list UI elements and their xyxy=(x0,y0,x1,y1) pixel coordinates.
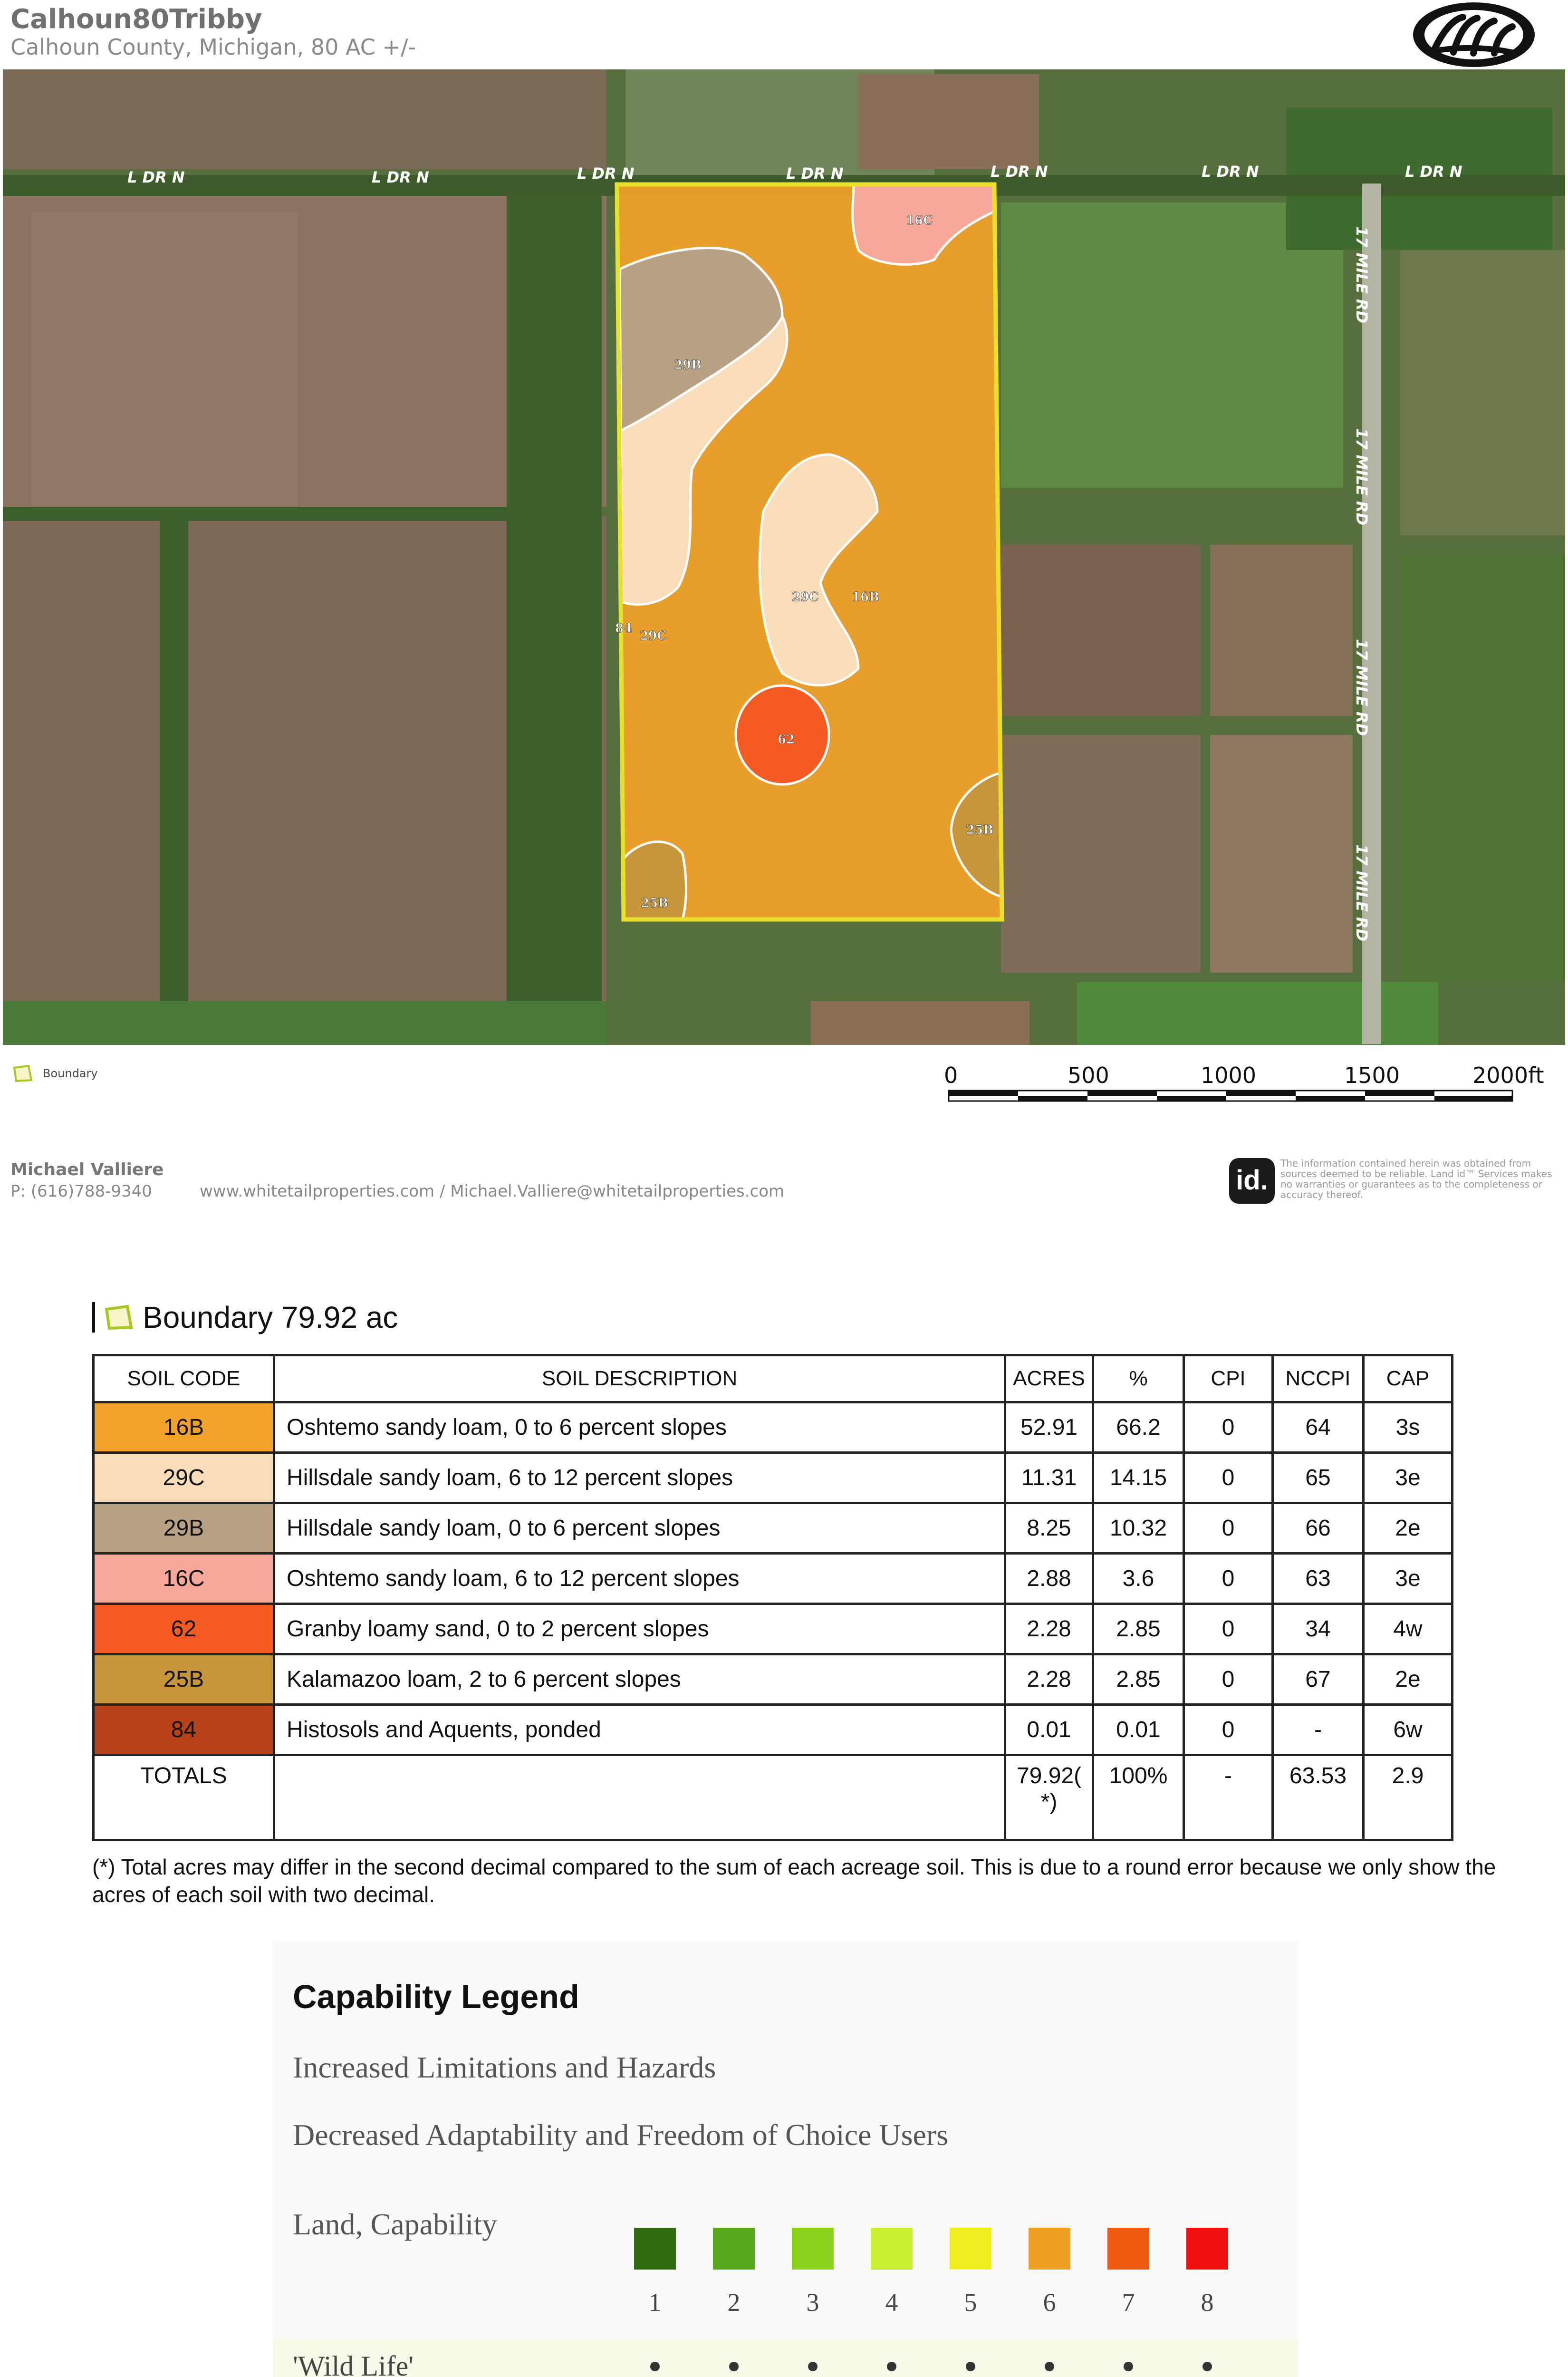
scale-label: 1000 xyxy=(1201,1063,1257,1088)
percent-cell: 14.15 xyxy=(1093,1453,1184,1503)
cpi-cell: 0 xyxy=(1184,1654,1273,1705)
capability-dot xyxy=(650,2362,660,2371)
capability-class-number: 5 xyxy=(964,2288,977,2317)
road-label: L DR N xyxy=(1405,163,1462,181)
soil-code-cell: 25B xyxy=(94,1654,274,1705)
percent-cell: 2.85 xyxy=(1093,1604,1184,1654)
nccpi-cell: - xyxy=(1272,1705,1363,1755)
cap-cell: 3e xyxy=(1363,1453,1452,1503)
acres-cell: 52.91 xyxy=(1005,1402,1093,1453)
percent-cell: 2.85 xyxy=(1093,1654,1184,1705)
table-row xyxy=(94,1554,1453,1604)
road-label: 17 MILE RD xyxy=(1353,639,1371,736)
percent-cell: 10.32 xyxy=(1093,1503,1184,1554)
capability-class-number: 6 xyxy=(1043,2288,1056,2317)
capability-dot xyxy=(729,2362,739,2371)
soil-label: 84 xyxy=(615,621,633,636)
cpi-cell: 0 xyxy=(1184,1402,1273,1453)
road-label: L DR N xyxy=(577,164,635,183)
acres-cell: 0.01 xyxy=(1005,1705,1093,1755)
soil-description-cell: Kalamazoo loam, 2 to 6 percent slopes xyxy=(274,1654,1005,1705)
nccpi-cell: 67 xyxy=(1272,1654,1363,1705)
totals-percent-cell: 100% xyxy=(1093,1755,1184,1840)
cap-cell: 3s xyxy=(1363,1402,1452,1453)
road-label: L DR N xyxy=(991,163,1048,181)
soil-description-cell: Hillsdale sandy loam, 0 to 6 percent slopes xyxy=(274,1503,1005,1554)
capability-class-swatch xyxy=(1107,2228,1149,2270)
soil-description-cell: Hillsdale sandy loam, 6 to 12 percent slopes xyxy=(274,1453,1005,1503)
soil-description-cell: Histosols and Aquents, ponded xyxy=(274,1705,1005,1755)
scale-label: 1500 xyxy=(1344,1063,1400,1088)
cap-cell: 2e xyxy=(1363,1654,1452,1705)
road-label: L DR N xyxy=(372,168,429,186)
capability-line-adaptability: Decreased Adaptability and Freedom of Choice Users xyxy=(293,2118,949,2152)
capability-legend xyxy=(273,1941,1299,2377)
capability-class-swatch xyxy=(713,2228,755,2270)
capability-class-number: 7 xyxy=(1122,2288,1135,2317)
soil-description-cell: Oshtemo sandy loam, 0 to 6 percent slopes xyxy=(274,1402,1005,1453)
col-header: CAP xyxy=(1363,1355,1452,1402)
capability-dot xyxy=(808,2362,818,2371)
acres-cell: 2.28 xyxy=(1005,1654,1093,1705)
capability-class-number: 1 xyxy=(648,2288,662,2317)
acres-cell: 8.25 xyxy=(1005,1503,1093,1554)
percent-cell: 0.01 xyxy=(1093,1705,1184,1755)
legend-boundary-label: Boundary xyxy=(43,1067,98,1080)
acres-cell: 2.88 xyxy=(1005,1554,1093,1604)
road-label: L DR N xyxy=(1202,163,1259,181)
nccpi-cell: 34 xyxy=(1272,1604,1363,1654)
capability-class-swatch xyxy=(1186,2228,1228,2270)
soil-code-cell: 62 xyxy=(94,1604,274,1654)
col-header: SOIL CODE xyxy=(94,1355,274,1402)
nccpi-cell: 66 xyxy=(1272,1503,1363,1554)
disclaimer-text: The information contained herein was obtained from sources deemed to be reliable. Land id™ Services makes no warranties or guarantees as to the completeness or accuracy thereof. xyxy=(1280,1158,1552,1200)
soil-code-cell: 29C xyxy=(94,1453,274,1503)
col-header: ACRES xyxy=(1005,1355,1093,1402)
capability-dot xyxy=(1045,2362,1054,2371)
scale-label: 2000ft xyxy=(1472,1063,1544,1088)
soil-label: 62 xyxy=(778,733,795,747)
whitetail-logo xyxy=(1411,0,1537,69)
cap-cell: 4w xyxy=(1363,1604,1452,1654)
cpi-cell: 0 xyxy=(1184,1604,1273,1654)
acres-cell: 11.31 xyxy=(1005,1453,1093,1503)
totals-nccpi-cell: 63.53 xyxy=(1272,1755,1363,1840)
soil-label: 25B xyxy=(641,896,669,910)
capability-dot xyxy=(1124,2362,1133,2371)
soil-label: 16C xyxy=(906,213,933,228)
percent-cell: 66.2 xyxy=(1093,1402,1184,1453)
col-header: % xyxy=(1093,1355,1184,1402)
capability-class-swatch xyxy=(634,2228,676,2270)
table-row xyxy=(94,1503,1453,1554)
capability-row xyxy=(273,2339,1299,2377)
col-header: SOIL DESCRIPTION xyxy=(274,1355,1005,1402)
totals-empty-cell xyxy=(274,1755,1005,1840)
nccpi-cell: 65 xyxy=(1272,1453,1363,1503)
cpi-cell: 0 xyxy=(1184,1453,1273,1503)
map-legend xyxy=(12,1063,98,1084)
table-row xyxy=(94,1705,1453,1755)
capability-dot xyxy=(966,2362,975,2371)
totals-row xyxy=(94,1755,1453,1840)
table-row xyxy=(94,1402,1453,1453)
capability-dot xyxy=(1202,2362,1212,2371)
soil-label: 29C xyxy=(792,590,819,604)
cpi-cell: 0 xyxy=(1184,1503,1273,1554)
boundary-icon xyxy=(104,1304,134,1331)
scale-label: 0 xyxy=(944,1063,958,1088)
col-header: NCCPI xyxy=(1272,1355,1363,1402)
scale-label: 500 xyxy=(1068,1063,1109,1088)
land-capability-label: Land, Capability xyxy=(293,2207,498,2241)
soil-code-cell: 84 xyxy=(94,1705,274,1755)
totals-label-cell: TOTALS xyxy=(94,1755,274,1840)
soil-label: 29C xyxy=(640,629,667,643)
road-label: 17 MILE RD xyxy=(1353,226,1371,324)
landid-logo: id. xyxy=(1229,1158,1275,1204)
nccpi-cell: 63 xyxy=(1272,1554,1363,1604)
report-subtitle: Calhoun County, Michigan, 80 AC +/- xyxy=(10,34,416,60)
cpi-cell: 0 xyxy=(1184,1705,1273,1755)
road-label: 17 MILE RD xyxy=(1353,428,1371,526)
report-title: Calhoun80Tribby xyxy=(10,4,262,35)
table-header-row xyxy=(94,1355,1453,1402)
cpi-cell: 0 xyxy=(1184,1554,1273,1604)
capability-class-swatch xyxy=(1029,2228,1070,2270)
cap-cell: 3e xyxy=(1363,1554,1452,1604)
boundary-title: Boundary 79.92 ac xyxy=(143,1300,398,1334)
totals-cap-cell: 2.9 xyxy=(1363,1755,1452,1840)
table-row xyxy=(94,1604,1453,1654)
road-label: L DR N xyxy=(786,164,844,183)
boundary-heading xyxy=(92,1296,398,1339)
road-label: 17 MILE RD xyxy=(1353,844,1371,942)
capability-class-number: 4 xyxy=(885,2288,898,2317)
soil-label: 25B xyxy=(966,823,994,837)
totals-cpi-cell: - xyxy=(1184,1755,1273,1840)
col-header: CPI xyxy=(1184,1355,1273,1402)
heading-divider xyxy=(92,1302,95,1333)
agent-website-email[interactable]: www.whitetailproperties.com / Michael.Valliere@whitetailproperties.com xyxy=(200,1182,785,1201)
totals-acres-cell: 79.92( *) xyxy=(1005,1755,1093,1840)
boundary-icon xyxy=(12,1064,33,1083)
soil-code-cell: 29B xyxy=(94,1503,274,1554)
capability-class-number: 8 xyxy=(1201,2288,1214,2317)
acreage-note: (*) Total acres may differ in the second decimal compared to the sum of each acreage soil. This is due to a round error because we only show the acres of each soil with two decimal. xyxy=(92,1855,1496,1907)
cap-cell: 2e xyxy=(1363,1503,1452,1554)
capability-dot xyxy=(887,2362,896,2371)
capability-class-number: 3 xyxy=(806,2288,819,2317)
capability-row-label: 'Wild Life' xyxy=(293,2350,414,2377)
soil-label: 29B xyxy=(674,358,702,372)
nccpi-cell: 64 xyxy=(1272,1402,1363,1453)
agent-phone[interactable]: P: (616)788-9340 xyxy=(10,1182,152,1201)
capability-line-limitations: Increased Limitations and Hazards xyxy=(293,2050,716,2084)
soil-code-cell: 16B xyxy=(94,1402,274,1453)
table-row xyxy=(94,1453,1453,1503)
road-label: L DR N xyxy=(127,168,185,186)
soil-table xyxy=(92,1354,1453,1841)
agent-name: Michael Valliere xyxy=(10,1160,164,1179)
soil-code-cell: 16C xyxy=(94,1554,274,1604)
soil-description-cell: Granby loamy sand, 0 to 2 percent slopes xyxy=(274,1604,1005,1654)
capability-class-swatch xyxy=(950,2228,991,2270)
capability-class-swatch xyxy=(871,2228,913,2270)
cap-cell: 6w xyxy=(1363,1705,1452,1755)
capability-title: Capability Legend xyxy=(293,1978,579,2015)
acres-cell: 2.28 xyxy=(1005,1604,1093,1654)
soil-description-cell: Oshtemo sandy loam, 6 to 12 percent slopes xyxy=(274,1554,1005,1604)
percent-cell: 3.6 xyxy=(1093,1554,1184,1604)
table-row xyxy=(94,1654,1453,1705)
capability-class-swatch xyxy=(792,2228,834,2270)
capability-class-number: 2 xyxy=(727,2288,741,2317)
scale-bar xyxy=(927,1055,1568,1114)
soil-label: 16B xyxy=(852,590,880,604)
